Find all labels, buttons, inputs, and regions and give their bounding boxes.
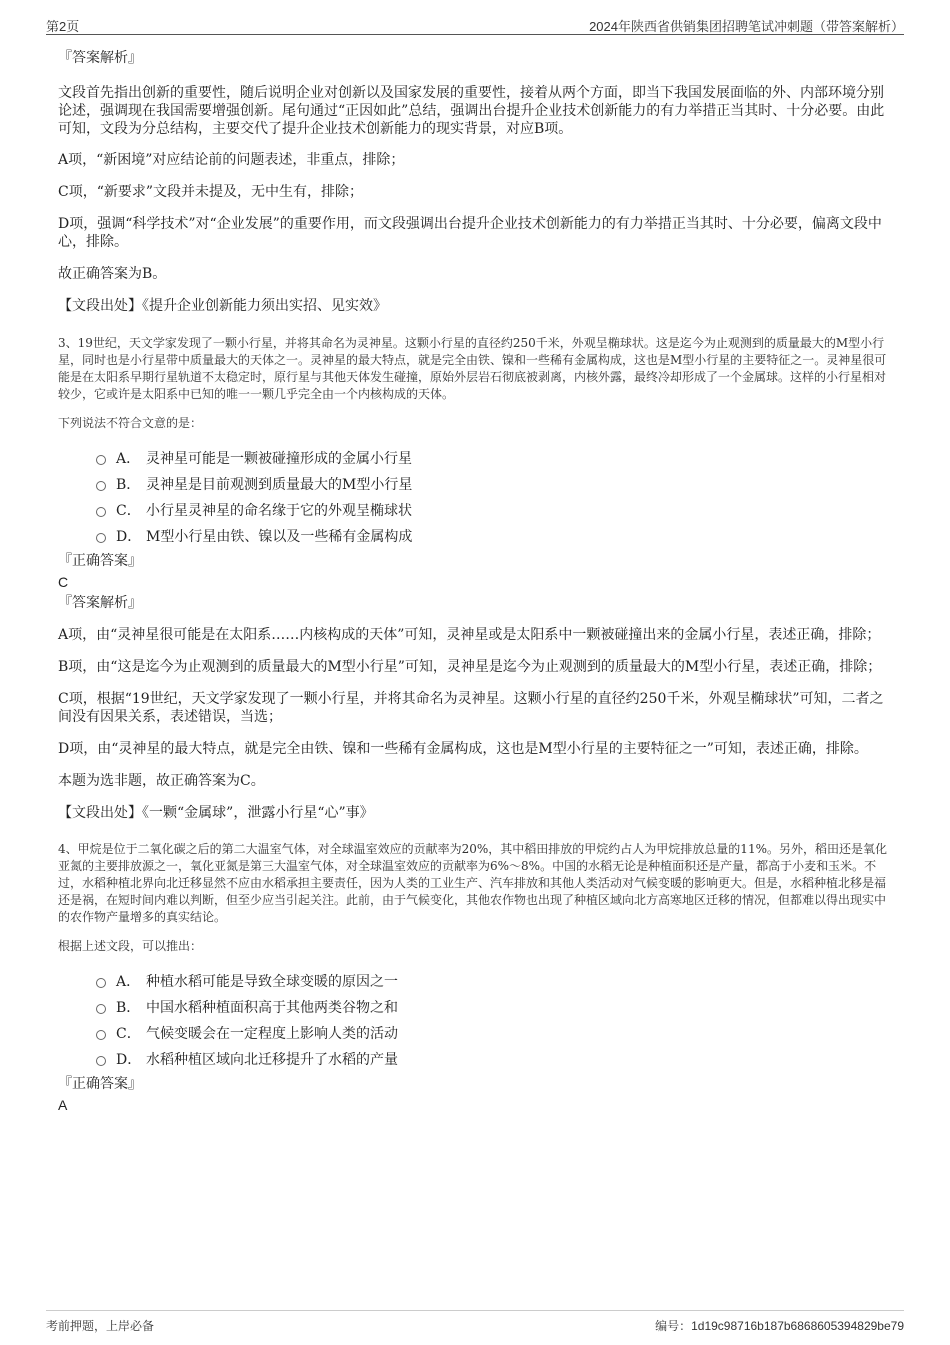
q3-analysis-b: B项，由“这是迄今为止观测到的质量最大的M型小行星”可知，灵神星是迄今为止观测到的质量最大的M型小行星，表述正确，排除； (58, 659, 882, 675)
q4-prompt: 根据上述文段，可以推出： (58, 939, 203, 953)
analysis-label: 『答案解析』 (58, 595, 142, 611)
q2-analysis-conclusion: 故正确答案为B。 (58, 266, 167, 282)
q4-option-d[interactable]: D． 水稻种植区域向北迁移提升了水稻的产量 (96, 1047, 890, 1073)
q2-analysis-para-1: 文段首先指出创新的重要性，随后说明企业对创新以及国家发展的重要性，接着从两个方面，即当下我国发展面临的外、内部环境分别论述，强调现在我国需要增强创新。尾句通过“正因如此”总结，强调出台提升企业技术创新能力的有力举措正当其时、十分必要。由此可知，文段为分总结构，主要交代了提升企业技术创新能力的现实背景，对应B项。 (58, 85, 885, 137)
q3-options (58, 446, 890, 550)
q2-analysis-para-3: C项，“新要求”文段并未提及，无中生有，排除； (58, 184, 364, 200)
q4-text: 4、甲烷是位于二氧化碳之后的第二大温室气体，对全球温室效应的贡献率为20%，其中稻田排放的甲烷约占人为甲烷排放总量的11%。另外，稻田还是氧化亚氮的主要排放源之一，氧化亚氮是第三大温室气体，对全球温室效应的贡献率为6%～8%。中国的水稻无论是种植面积还是产量，都高于小麦和玉米。不过，水稻种植北界向北迁移显然不应由水稻承担主要责任，因为人类的工业生产、汽车排放和其他人类活动对气候变暖的影响更大。但是，水稻种植北移是福还是祸，在短时间内难以判断，但至少应当引起关注。此前，由于气候变化，其他农作物也出现了种植区域向北方高寒地区迁移的情况，但都难以得出现实中的农作物产量增多的真实结论。 (58, 842, 887, 924)
q4-option-c[interactable]: C． 气候变暖会在一定程度上影响人类的活动 (96, 1021, 890, 1047)
q3-analysis-c: C项，根据“19世纪，天文学家发现了一颗小行星，并将其命名为灵神星。这颗小行星的直径约250千米，外观呈椭球状”可知，二者之间没有因果关系，表述错误，当选； (58, 691, 884, 725)
document-title: 2024年陕西省供销集团招聘笔试冲刺题（带答案解析） (589, 19, 904, 34)
q3-analysis-a: A项，由“灵神星很可能是在太阳系……内核构成的天体”可知，灵神星或是太阳系中一颗被碰撞出来的金属小行星，表述正确，排除； (58, 627, 881, 643)
q3-analysis-conclusion: 本题为选非题，故正确答案为C。 (58, 773, 265, 789)
q3-answer: C (58, 574, 69, 590)
q4-option-a[interactable]: A． 种植水稻可能是导致全球变暖的原因之一 (96, 969, 890, 995)
q3-analysis-d: D项，由“灵神星的最大特点，就是完全由铁、镍和一些稀有金属构成，这也是M型小行星的主要特征之一”可知，表述正确，排除。 (58, 741, 868, 757)
radio-button-icon[interactable] (96, 533, 106, 543)
q3-option-a[interactable]: A． 灵神星可能是一颗被碰撞形成的金属小行星 (96, 446, 890, 472)
q2-analysis-para-2: A项，“新困境”对应结论前的问题表述，非重点，排除； (58, 152, 405, 168)
page-header (46, 14, 904, 35)
q4-answer: A (58, 1097, 68, 1113)
radio-button-icon[interactable] (96, 481, 106, 491)
radio-button-icon[interactable] (96, 455, 106, 465)
radio-button-icon[interactable] (96, 1004, 106, 1014)
page-footer (46, 1310, 904, 1335)
q3-option-d[interactable]: D． M型小行星由铁、镍以及一些稀有金属构成 (96, 524, 890, 550)
q4-options (58, 969, 890, 1073)
q3-text: 3、19世纪，天文学家发现了一颗小行星，并将其命名为灵神星。这颗小行星的直径约250千米，外观呈椭球状。这是迄今为止观测到的质量最大的M型小行星，同时也是小行星带中质量最大的天体之一。灵神星的最大特点，就是完全由铁、镍和一些稀有金属构成，这也是M型小行星的主要特征之一。灵神星很可能是在太阳系早期行星轨道不太稳定时，原行星与其他天体发生碰撞，原始外层岩石彻底被剥离，内核外露，最终冷却形成了一个金属球。这样的小行星相对较少，它或许是太阳系中已知的唯一一颗几乎完全由一个内核构成的天体。 (58, 336, 887, 401)
analysis-label: 『答案解析』 (58, 50, 142, 66)
q2-source: 【文段出处】《提升企业创新能力须出实招、见实效》 (58, 298, 387, 314)
q4-option-b[interactable]: B． 中国水稻种植面积高于其他两类谷物之和 (96, 995, 890, 1021)
document-id: 编号：1d19c98716b187b6868605394829be79 (655, 1319, 904, 1333)
q3-prompt: 下列说法不符合文意的是： (58, 416, 203, 430)
radio-button-icon[interactable] (96, 1056, 106, 1066)
correct-answer-label: 『正确答案』 (58, 1076, 142, 1092)
q3-option-c[interactable]: C． 小行星灵神星的命名缘于它的外观呈椭球状 (96, 498, 890, 524)
radio-button-icon[interactable] (96, 507, 106, 517)
radio-button-icon[interactable] (96, 1030, 106, 1040)
radio-button-icon[interactable] (96, 978, 106, 988)
q3-option-b[interactable]: B． 灵神星是目前观测到质量最大的M型小行星 (96, 472, 890, 498)
correct-answer-label: 『正确答案』 (58, 553, 142, 569)
q3-source: 【文段出处】《一颗“金属球”，泄露小行星“心”事》 (58, 805, 374, 821)
page-number: 第2页 (46, 19, 80, 34)
footer-slogan: 考前押题，上岸必备 (46, 1319, 155, 1333)
page-content (58, 44, 890, 1114)
q2-analysis-para-4: D项，强调“科学技术”对“企业发展”的重要作用，而文段强调出台提升企业技术创新能力的有力举措正当其时、十分必要，偏离文段中心，排除。 (58, 216, 882, 250)
